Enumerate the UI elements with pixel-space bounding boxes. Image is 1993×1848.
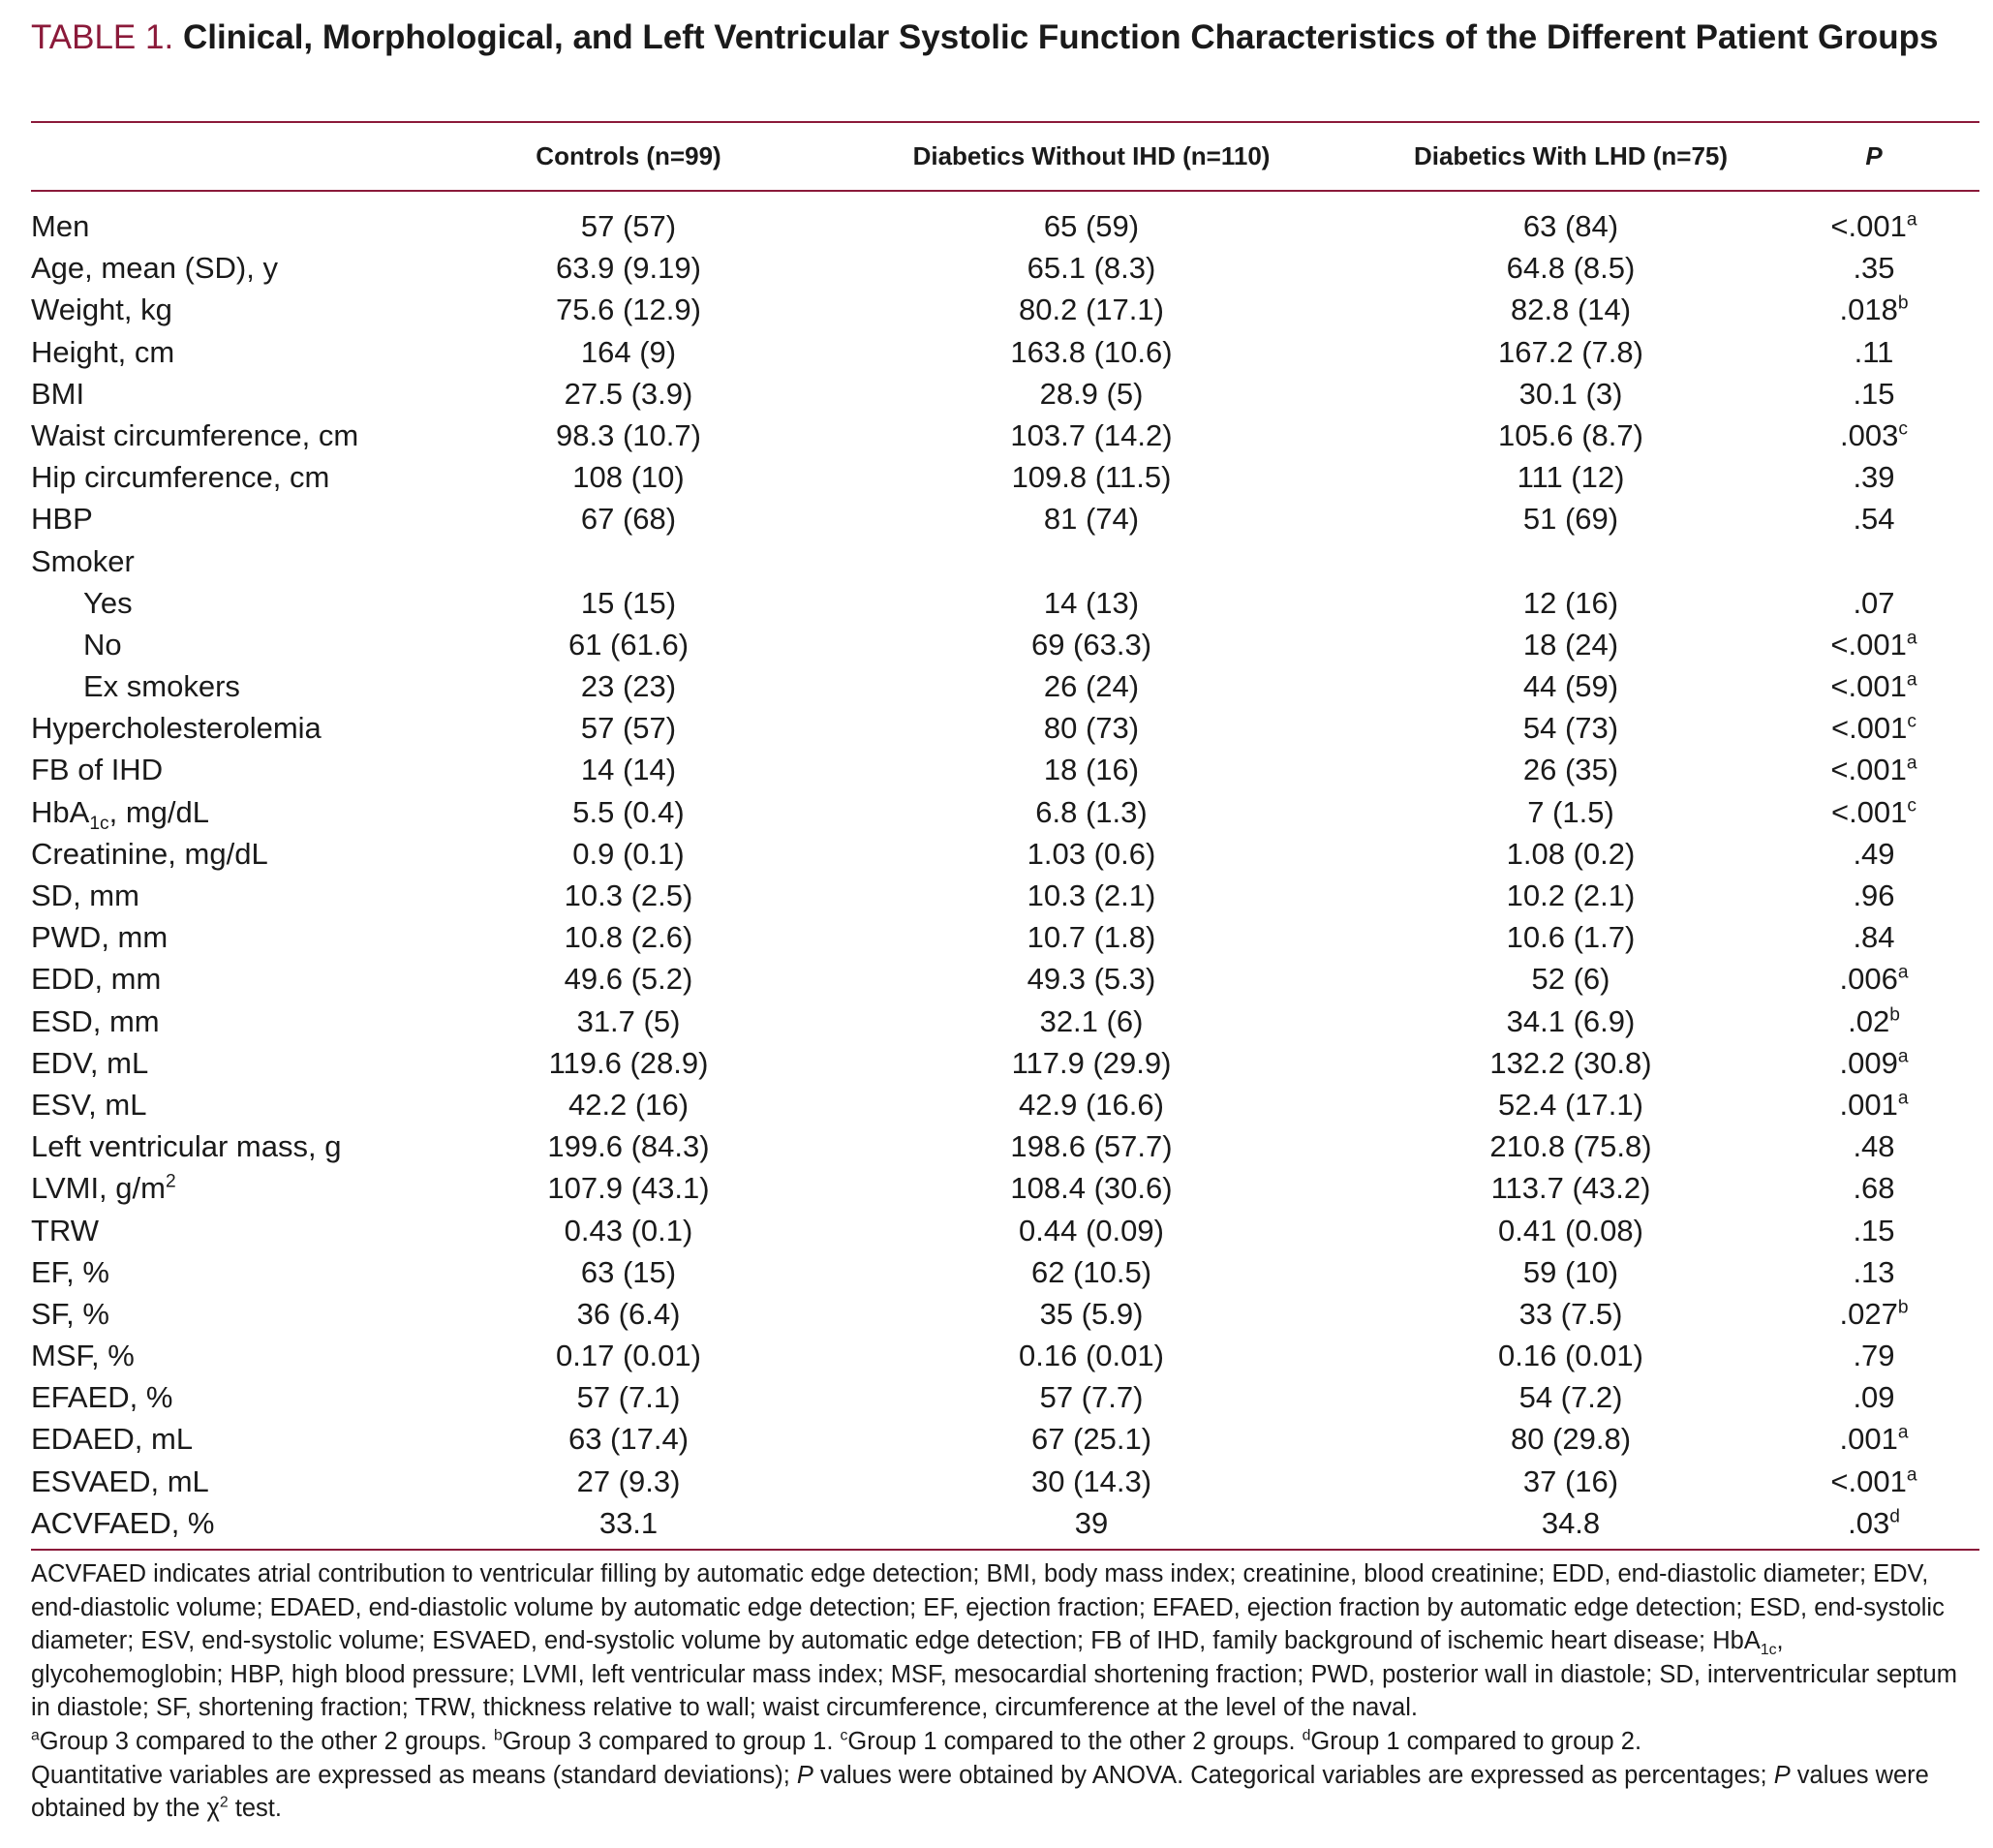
table-row xyxy=(31,247,1979,289)
cell-c2: 69 (63.3) xyxy=(1030,627,1152,662)
table-row xyxy=(31,1001,1979,1042)
column-header-row xyxy=(31,136,1979,184)
cell-c2: 62 (10.5) xyxy=(1030,1254,1152,1289)
cell-p-value: .009$^a$ xyxy=(1839,1045,1909,1080)
cell-c2: 103.7 (14.2) xyxy=(1010,417,1173,452)
table-footnotes xyxy=(31,1557,1978,1826)
cell-c2: 30 (14.3) xyxy=(1030,1463,1152,1498)
row-label: Men xyxy=(31,209,90,243)
cell-c1: 10.8 (2.6) xyxy=(564,920,693,955)
cell-c2: 10.3 (2.1) xyxy=(1027,878,1156,912)
cell-c2: 10.7 (1.8) xyxy=(1027,920,1156,955)
cell-p-value: .79 xyxy=(1853,1339,1895,1373)
row-label: Height, cm xyxy=(31,334,175,369)
cell-c1: 5.5 (0.4) xyxy=(572,794,685,829)
table-label: TABLE 1. xyxy=(31,18,174,56)
table-row xyxy=(31,1084,1979,1125)
table-row xyxy=(31,373,1979,415)
cell-c3: 1.08 (0.2) xyxy=(1506,836,1636,871)
row-label: Hypercholesterolemia xyxy=(31,711,322,746)
cell-c3: 52.4 (17.1) xyxy=(1498,1087,1643,1122)
column-header-p: P xyxy=(1865,141,1883,170)
row-label: EDV, mL xyxy=(31,1045,149,1080)
table-row xyxy=(31,415,1979,456)
table-row xyxy=(31,1376,1979,1418)
top-rule xyxy=(31,121,1979,123)
cell-c2: 32.1 (6) xyxy=(1039,1003,1144,1038)
row-label: ESVAED, mL xyxy=(31,1463,209,1498)
row-label: EDAED, mL xyxy=(31,1422,194,1457)
cell-p-value: .11 xyxy=(1854,334,1894,369)
cell-p-value: .15 xyxy=(1853,1213,1895,1247)
table-row xyxy=(31,1461,1979,1502)
row-label: Yes xyxy=(83,585,133,620)
table-row xyxy=(31,665,1979,707)
row-label: EFAED, % xyxy=(31,1380,173,1415)
cell-c1: 0.9 (0.1) xyxy=(572,836,685,871)
cell-c2: 80 (73) xyxy=(1043,711,1140,746)
cell-c3: 33 (7.5) xyxy=(1518,1296,1623,1331)
table-row xyxy=(31,875,1979,916)
table-row xyxy=(31,833,1979,875)
row-label: Smoker xyxy=(31,543,135,578)
cell-c2: 6.8 (1.3) xyxy=(1035,794,1148,829)
cell-c1: 31.7 (5) xyxy=(576,1003,681,1038)
cell-c3: 51 (69) xyxy=(1522,502,1619,537)
row-label: SD, mm xyxy=(31,878,139,912)
cell-c2: 1.03 (0.6) xyxy=(1027,836,1156,871)
cell-p-value: .39 xyxy=(1853,460,1895,495)
cell-c3: 105.6 (8.7) xyxy=(1498,417,1643,452)
table-row xyxy=(31,1418,1979,1460)
abbreviations-note: ACVFAED indicates atrial contribution to ventricular filling by automatic edge detection; BMI, body mass index; creatinine, blood creatinine; EDD, end-diastolic diameter; EDV, end-diastolic volume; EDAED, end-diastolic volume by automatic edge detection; EF, ejection fraction; EFAED, ejection fraction by automatic edge detection; ESD, end-systolic diameter; ESV, end-systolic volume; ESVAED, end-systolic volume by automatic edge detection; FB of IHD, family background of ischemic heart disease; HbA$_{1c}$, glycohemoglobin; HBP, high blood pressure; LVMI, left ventricular mass index; MSF, mesocardial shortening fraction; PWD, posterior wall in diastole; SD, interventricular septum in diastole; SF, shortening fraction; TRW, thickness relative to wall; waist circumference, circumference at the level of the naval. xyxy=(31,1560,1957,1722)
cell-p-value: .15 xyxy=(1853,376,1895,411)
cell-c1: 119.6 (28.9) xyxy=(548,1045,709,1080)
cell-c3: 63 (84) xyxy=(1522,209,1619,243)
row-label: LVMI, $g/m^2$ xyxy=(31,1171,176,1206)
header-rule xyxy=(31,190,1979,192)
row-label: SF, % xyxy=(31,1296,109,1331)
cell-c3: 64.8 (8.5) xyxy=(1506,251,1636,286)
cell-c1: 23 (23) xyxy=(580,669,677,704)
cell-c1: 199.6 (84.3) xyxy=(547,1129,710,1164)
cell-c1: 63.9 (9.19) xyxy=(556,251,701,286)
cell-p-value: <.001$^c$ xyxy=(1830,711,1917,746)
cell-c2: 35 (5.9) xyxy=(1039,1296,1144,1331)
cell-c3: 52 (6) xyxy=(1531,962,1610,997)
cell-c3: 37 (16) xyxy=(1522,1463,1619,1498)
cell-c3: 12 (16) xyxy=(1522,585,1619,620)
cell-c2: 65 (59) xyxy=(1043,209,1140,243)
cell-c2: 26 (24) xyxy=(1043,669,1140,704)
cell-c1: 75.6 (12.9) xyxy=(556,293,701,327)
table-row xyxy=(31,456,1979,498)
cell-c1: 164 (9) xyxy=(580,334,677,369)
table-row xyxy=(31,1210,1979,1251)
cell-c3: 80 (29.8) xyxy=(1510,1422,1632,1457)
cell-p-value: .07 xyxy=(1853,585,1895,620)
table-row xyxy=(31,624,1979,665)
row-label: Ex smokers xyxy=(83,669,240,704)
cell-c3: 10.2 (2.1) xyxy=(1506,878,1636,912)
cell-p-value: .027$^b$ xyxy=(1839,1296,1909,1331)
cell-c3: 34.8 xyxy=(1541,1505,1601,1540)
cell-c3: 111 (12) xyxy=(1517,460,1625,495)
row-label: BMI xyxy=(31,376,85,411)
cell-c2: 109.8 (11.5) xyxy=(1011,460,1172,495)
table-row xyxy=(31,1502,1979,1544)
cell-p-value: .35 xyxy=(1853,251,1895,286)
cell-c3: 113.7 (43.2) xyxy=(1490,1171,1651,1206)
cell-c1: 108 (10) xyxy=(572,460,685,495)
row-label: Waist circumference, cm xyxy=(31,417,359,452)
row-label: PWD, mm xyxy=(31,920,169,955)
cell-c1: 27.5 (3.9) xyxy=(564,376,693,411)
cell-c2: 65.1 (8.3) xyxy=(1027,251,1156,286)
cell-p-value: <.001$^a$ xyxy=(1830,1463,1917,1498)
cell-c2: 117.9 (29.9) xyxy=(1011,1045,1172,1080)
cell-c3: 167.2 (7.8) xyxy=(1498,334,1643,369)
table-row xyxy=(31,958,1979,1000)
row-label: ESV, mL xyxy=(31,1087,147,1122)
table-row xyxy=(31,1251,1979,1293)
cell-c3: 7 (1.5) xyxy=(1527,794,1614,829)
cell-c1: 33.1 xyxy=(598,1505,659,1540)
table-row xyxy=(31,540,1979,582)
cell-c2: 0.44 (0.09) xyxy=(1019,1213,1164,1247)
cell-c2: 39 xyxy=(1074,1505,1109,1540)
cell-c1: 57 (57) xyxy=(580,711,677,746)
cell-c2: 14 (13) xyxy=(1043,585,1140,620)
cell-c3: 44 (59) xyxy=(1522,669,1619,704)
cell-c2: 81 (74) xyxy=(1043,502,1140,537)
cell-c3: 10.6 (1.7) xyxy=(1506,920,1636,955)
cell-c2: 49.3 (5.3) xyxy=(1027,962,1156,997)
cell-c3: 59 (10) xyxy=(1522,1254,1619,1289)
table-row xyxy=(31,791,1979,833)
cell-c1: 63 (15) xyxy=(580,1254,677,1289)
cell-c3: 30.1 (3) xyxy=(1518,376,1623,411)
cell-c2: 108.4 (30.6) xyxy=(1010,1171,1173,1206)
table-caption: Clinical, Morphological, and Left Ventricular Systolic Function Characteristics of the Different Patient Groups xyxy=(182,18,1939,56)
cell-c1: 0.17 (0.01) xyxy=(556,1339,701,1373)
cell-p-value: <.001$^a$ xyxy=(1830,753,1917,787)
cell-c2: 57 (7.7) xyxy=(1039,1380,1144,1415)
statistics-note: Quantitative variables are expressed as means (standard deviations); P values were obtained by ANOVA. Categorical variables are expressed as percentages; P values were obtained by the $\chi^2$ test. xyxy=(31,1761,1929,1823)
table-row xyxy=(31,289,1979,330)
table-row xyxy=(31,916,1979,958)
cell-p-value: .49 xyxy=(1853,836,1895,871)
cell-p-value: .003$^c$ xyxy=(1840,417,1908,452)
cell-c1: 42.2 (16) xyxy=(567,1087,690,1122)
table-row xyxy=(31,205,1979,247)
cell-c1: 61 (61.6) xyxy=(567,627,690,662)
column-header-diabetics-with-lhd: Diabetics With LHD (n=75) xyxy=(1413,141,1729,170)
table-title xyxy=(31,14,1968,62)
cell-c2: 28.9 (5) xyxy=(1039,376,1144,411)
cell-c1: 27 (9.3) xyxy=(576,1463,681,1498)
cell-c2: 163.8 (10.6) xyxy=(1010,334,1173,369)
cell-p-value: .09 xyxy=(1853,1380,1895,1415)
cell-c3: 34.1 (6.9) xyxy=(1506,1003,1636,1038)
cell-p-value: .84 xyxy=(1853,920,1895,955)
cell-c3: 82.8 (14) xyxy=(1510,293,1632,327)
cell-c3: 0.16 (0.01) xyxy=(1498,1339,1643,1373)
cell-p-value: .13 xyxy=(1853,1254,1895,1289)
row-label: Weight, kg xyxy=(31,293,172,327)
cell-c3: 210.8 (75.8) xyxy=(1489,1129,1652,1164)
cell-c1: 57 (7.1) xyxy=(576,1380,681,1415)
cell-p-value: .018$^b$ xyxy=(1839,293,1909,327)
row-label: Age, mean (SD), y xyxy=(31,251,278,286)
row-label: HBP xyxy=(31,502,93,537)
cell-p-value: <.001$^a$ xyxy=(1830,627,1917,662)
bottom-rule xyxy=(31,1549,1979,1551)
row-label: No xyxy=(83,627,122,662)
cell-c3: 18 (24) xyxy=(1522,627,1619,662)
cell-c3: 0.41 (0.08) xyxy=(1498,1213,1643,1247)
cell-c1: 98.3 (10.7) xyxy=(556,417,701,452)
group-comparison-note: $^a$Group 3 compared to the other 2 groups. $^b$Group 3 compared to group 1. $^c$Group 1 compared to the other 2 groups. $^d$Group 1 compared to group 2. xyxy=(31,1727,1642,1755)
row-label: Creatinine, mg/dL xyxy=(31,836,268,871)
row-label: Left ventricular mass, g xyxy=(31,1129,342,1164)
cell-c2: 18 (16) xyxy=(1043,753,1140,787)
cell-p-value: <.001$^a$ xyxy=(1830,669,1917,704)
row-label: Hip circumference, cm xyxy=(31,460,330,495)
table-row xyxy=(31,707,1979,749)
row-label: ACVFAED, % xyxy=(31,1505,215,1540)
cell-p-value: .96 xyxy=(1853,878,1895,912)
column-header-controls: Controls (n=99) xyxy=(536,141,721,170)
row-label: FB of IHD xyxy=(31,753,164,787)
table-body xyxy=(31,205,1979,1544)
cell-c1: 0.43 (0.1) xyxy=(564,1213,693,1247)
cell-p-value: <.001$^c$ xyxy=(1830,794,1917,829)
cell-c2: 42.9 (16.6) xyxy=(1019,1087,1164,1122)
cell-c3: 132.2 (30.8) xyxy=(1489,1045,1652,1080)
cell-c1: 49.6 (5.2) xyxy=(564,962,693,997)
table-row xyxy=(31,1125,1979,1167)
table-row xyxy=(31,582,1979,624)
table-row xyxy=(31,498,1979,539)
table-row xyxy=(31,1042,1979,1084)
table-row xyxy=(31,331,1979,373)
cell-p-value: .006$^a$ xyxy=(1839,962,1909,997)
cell-c1: 67 (68) xyxy=(580,502,677,537)
row-label: ESD, mm xyxy=(31,1003,160,1038)
cell-c1: 57 (57) xyxy=(580,209,677,243)
cell-p-value: .02$^b$ xyxy=(1848,1003,1900,1038)
cell-p-value: .03$^d$ xyxy=(1848,1505,1900,1540)
cell-p-value: <.001$^a$ xyxy=(1830,209,1917,243)
cell-c2: 80.2 (17.1) xyxy=(1019,293,1164,327)
cell-c1: 107.9 (43.1) xyxy=(547,1171,710,1206)
cell-p-value: .001$^a$ xyxy=(1839,1087,1909,1122)
table-row xyxy=(31,1167,1979,1209)
cell-c1: 15 (15) xyxy=(580,585,677,620)
cell-c1: 36 (6.4) xyxy=(576,1296,681,1331)
row-label: EDD, mm xyxy=(31,962,162,997)
column-header-diabetics-without-ihd: Diabetics Without IHD (n=110) xyxy=(912,141,1271,170)
cell-c3: 54 (73) xyxy=(1522,711,1619,746)
table-row xyxy=(31,749,1979,790)
cell-c1: 10.3 (2.5) xyxy=(564,878,693,912)
row-label: MSF, % xyxy=(31,1339,135,1373)
row-label: HbA$_{1c}$, mg/dL xyxy=(31,794,209,834)
cell-c3: 54 (7.2) xyxy=(1518,1380,1623,1415)
cell-c1: 63 (17.4) xyxy=(567,1422,690,1457)
cell-c3: 26 (35) xyxy=(1522,753,1619,787)
row-label: TRW xyxy=(31,1213,100,1247)
cell-c2: 67 (25.1) xyxy=(1030,1422,1152,1457)
cell-p-value: .68 xyxy=(1853,1171,1895,1206)
cell-c1: 14 (14) xyxy=(580,753,677,787)
cell-p-value: .54 xyxy=(1853,502,1895,537)
row-label: EF, % xyxy=(31,1254,109,1289)
cell-p-value: .001$^a$ xyxy=(1839,1422,1909,1457)
cell-c2: 0.16 (0.01) xyxy=(1019,1339,1164,1373)
cell-p-value: .48 xyxy=(1853,1129,1895,1164)
cell-c2: 198.6 (57.7) xyxy=(1010,1129,1173,1164)
table-row xyxy=(31,1335,1979,1376)
table-row xyxy=(31,1293,1979,1335)
